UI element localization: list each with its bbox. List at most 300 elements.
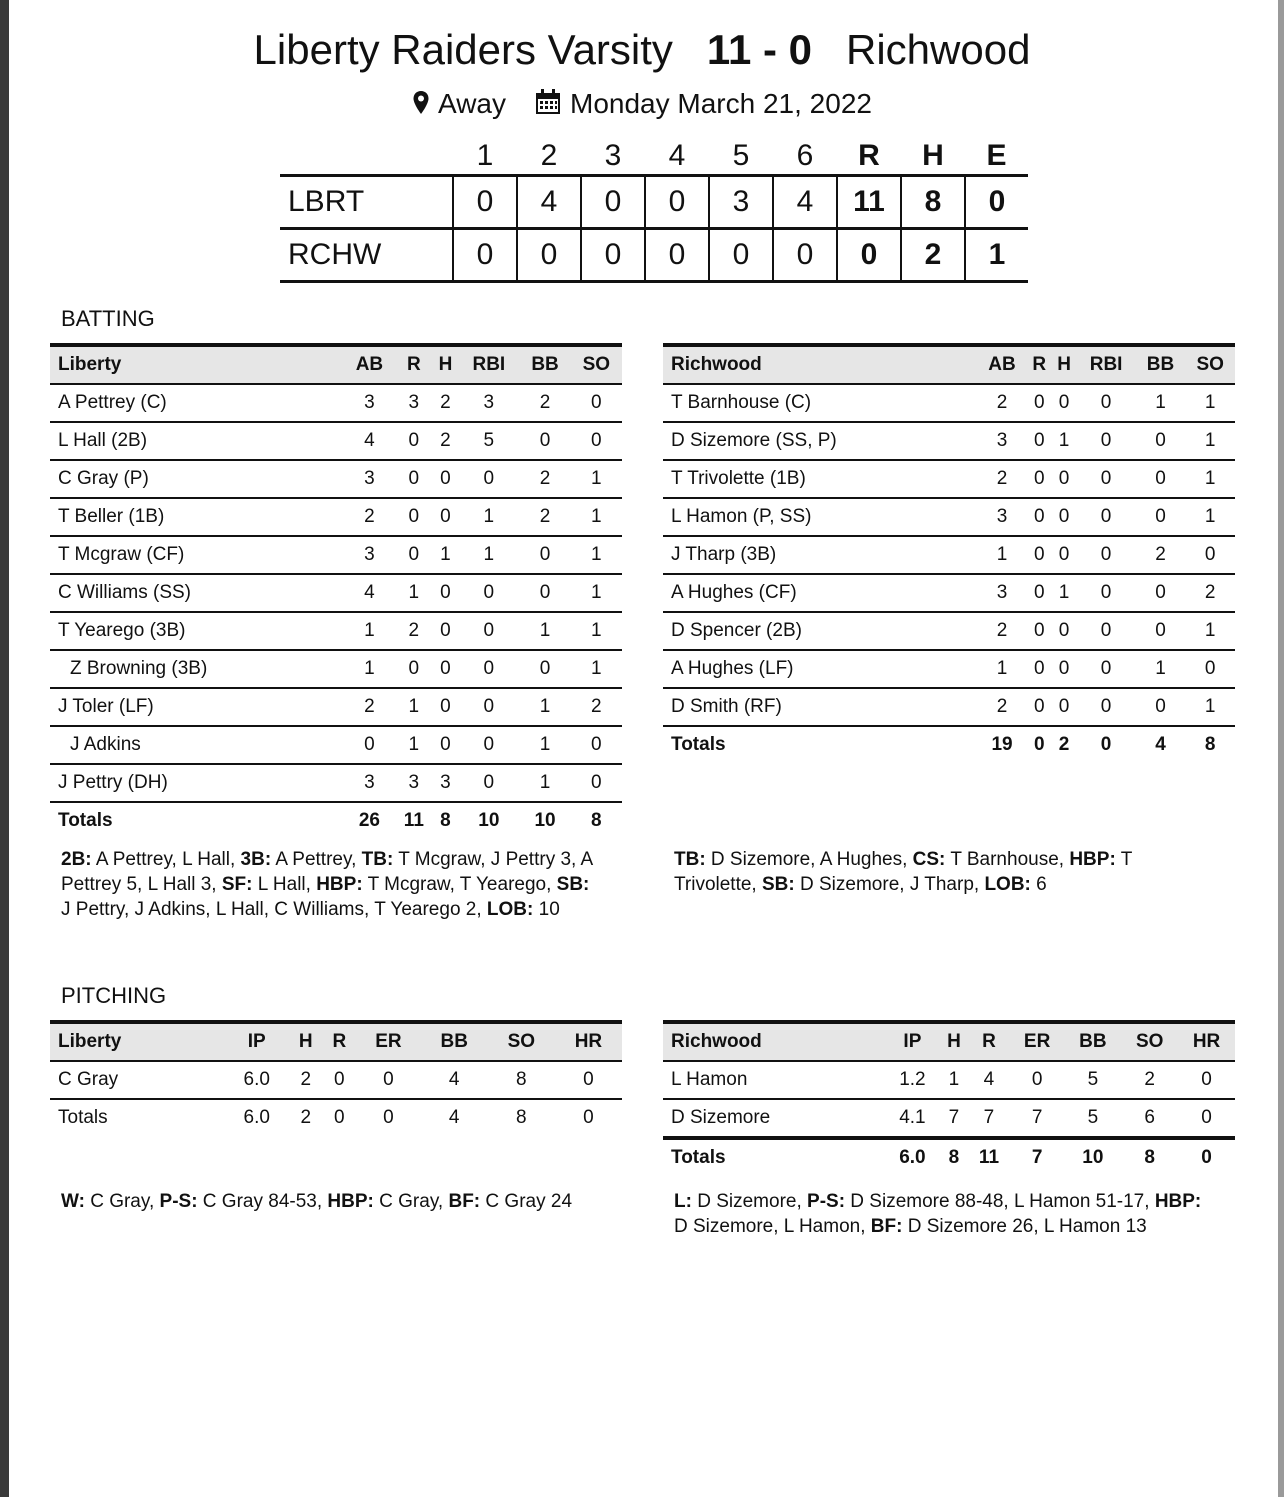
stat-value: 2	[996, 620, 1008, 641]
stat-value: 0	[591, 734, 602, 755]
stat-value: 0	[334, 1069, 345, 1090]
runs-header: R	[858, 139, 880, 172]
table-row	[50, 688, 622, 726]
pitching-section-label: PITCHING	[61, 983, 167, 1008]
stat-value: 0	[1033, 696, 1045, 717]
table-row	[663, 498, 1235, 536]
player-name: A Pettrey (C)	[58, 392, 167, 413]
stat-value: 1	[591, 620, 602, 641]
totals-value: 8	[1185, 726, 1235, 763]
stat-value: 7	[1031, 1107, 1043, 1128]
stat-value: 0	[591, 430, 602, 451]
table-row	[50, 650, 622, 688]
game-title	[0, 26, 1284, 74]
stat-value: 8	[516, 1069, 527, 1090]
stat-value: 0	[1155, 430, 1166, 451]
table-row	[663, 422, 1235, 460]
stat-value: 0	[1033, 658, 1045, 679]
stat-value: 1	[483, 544, 495, 565]
inning-score: 0	[453, 176, 517, 229]
stat-value: 1	[996, 544, 1008, 565]
note-key: CS:	[912, 849, 946, 870]
stat-value: 1	[539, 696, 551, 717]
stat-column-header: SO	[1135, 1031, 1164, 1052]
totals-row	[663, 726, 1235, 763]
stat-value: 2	[440, 430, 451, 451]
stat-value: 1	[1204, 696, 1216, 717]
stat-value: 0	[408, 468, 420, 489]
stat-value: 0	[408, 430, 420, 451]
player-name: C Gray	[58, 1069, 119, 1090]
player-name: T Beller (1B)	[58, 506, 165, 527]
stat-value: 3	[408, 392, 420, 413]
table-row	[50, 384, 622, 422]
stat-value: 1	[948, 1069, 960, 1090]
totals-value: 10	[519, 802, 570, 839]
stat-value: 3	[996, 430, 1008, 451]
stat-value: 5	[1087, 1107, 1099, 1128]
table-row	[50, 612, 622, 650]
stat-column-header: ER	[375, 1031, 402, 1052]
line-score-table	[280, 138, 1028, 283]
table-header-row	[663, 1022, 1235, 1061]
totals-value: 2	[1052, 726, 1077, 763]
stat-value: 0	[1155, 582, 1166, 603]
table-row	[50, 574, 622, 612]
stat-value: 1	[591, 506, 602, 527]
stat-value: 0	[408, 506, 420, 527]
totals-value: 8	[488, 1099, 555, 1136]
stat-value: 0	[1058, 620, 1070, 641]
note-value: D Sizemore 26, L Hamon 13	[902, 1216, 1147, 1237]
player-name: Z Browning (3B)	[70, 658, 208, 679]
stat-value: 0	[440, 620, 451, 641]
player-name: A Hughes (CF)	[671, 582, 797, 603]
stat-value: 0	[483, 582, 495, 603]
player-name: J Toler (LF)	[58, 696, 154, 717]
player-name: J Tharp (3B)	[671, 544, 777, 565]
stat-value: 0	[1033, 430, 1045, 451]
stat-column-header: RBI	[1089, 354, 1123, 375]
note-value: T Mcgraw, T Yearego,	[362, 874, 557, 895]
totals-value: 8	[433, 802, 459, 839]
table-row	[663, 650, 1235, 688]
errors-header: E	[986, 139, 1007, 172]
totals-value: 26	[344, 802, 395, 839]
stat-value: 0	[408, 658, 420, 679]
table-row	[663, 460, 1235, 498]
stat-value: 5	[483, 430, 495, 451]
note-value: C Gray,	[84, 1191, 160, 1212]
note-value: J Pettry, J Adkins, L Hall, C Williams, T Yearego 2,	[61, 899, 487, 920]
table-row	[663, 688, 1235, 726]
totals-value: 10	[458, 802, 519, 839]
stat-value: 2	[408, 620, 420, 641]
stat-value: 1	[591, 544, 602, 565]
table-header-row	[663, 345, 1235, 384]
stat-value: 0	[539, 544, 551, 565]
stat-value: 1	[1204, 468, 1216, 489]
stat-value: 2	[996, 468, 1008, 489]
note-key: LOB:	[486, 899, 534, 920]
total-r: 0	[837, 229, 901, 282]
stat-value: 0	[440, 582, 451, 603]
stat-value: 1	[539, 772, 551, 793]
stat-column-header: BB	[1079, 1031, 1107, 1052]
stat-value: 6.0	[243, 1069, 270, 1090]
table-row	[663, 384, 1235, 422]
stat-value: 1	[1058, 582, 1070, 603]
stat-value: 0	[1058, 544, 1070, 565]
stat-value: 4	[364, 430, 375, 451]
inning-score: 0	[581, 176, 645, 229]
stat-value: 1	[364, 620, 375, 641]
stat-value: 2	[996, 696, 1008, 717]
stat-value: 0	[591, 772, 602, 793]
stat-value: 1	[1155, 392, 1166, 413]
liberty-batting-table	[50, 343, 622, 839]
stat-value: 3	[364, 772, 375, 793]
inning-score: 0	[645, 176, 709, 229]
line-score-header	[280, 138, 1028, 176]
line-score-row	[280, 229, 1028, 282]
game-info	[0, 88, 1284, 123]
final-score: 11 - 0	[706, 26, 813, 73]
stat-column-header: IP	[247, 1031, 266, 1052]
note-value: L Hall,	[252, 874, 317, 895]
note-key: TB:	[361, 849, 394, 870]
inning-score: 3	[709, 176, 773, 229]
calendar-icon	[534, 88, 562, 123]
note-key: L:	[674, 1191, 692, 1212]
table-row	[663, 536, 1235, 574]
stat-value: 2	[996, 392, 1008, 413]
inning-score: 4	[773, 176, 837, 229]
stat-column-header: R	[332, 1031, 347, 1052]
table-row	[50, 498, 622, 536]
stat-value: 0	[440, 658, 451, 679]
stat-value: 0	[1155, 468, 1166, 489]
stat-column-header: BB	[1146, 354, 1175, 375]
table-row	[663, 574, 1235, 612]
note-key: LOB:	[984, 874, 1031, 895]
stat-column-header: AB	[355, 354, 384, 375]
stat-value: 0	[483, 468, 495, 489]
stat-value: 0	[364, 734, 375, 755]
totals-row	[50, 802, 622, 839]
total-r: 11	[837, 176, 901, 229]
stat-value: 0	[1100, 392, 1112, 413]
table-row	[50, 726, 622, 764]
stat-value: 0	[1204, 544, 1216, 565]
team-abbreviation: LBRT	[288, 185, 365, 218]
note-key: BF:	[870, 1216, 903, 1237]
note-value: D Sizemore,	[691, 1191, 808, 1212]
stat-value: 6	[1144, 1107, 1155, 1128]
stat-column-header: AB	[988, 354, 1016, 375]
stat-value: 0	[1058, 468, 1070, 489]
totals-label: Totals	[663, 726, 977, 763]
stat-value: 1	[440, 544, 451, 565]
stat-value: 0	[1031, 1069, 1043, 1090]
stat-value: 1	[996, 658, 1008, 679]
stat-value: 3	[996, 506, 1008, 527]
table-row	[50, 422, 622, 460]
stat-value: 0	[1100, 620, 1112, 641]
richwood-pitching-table	[663, 1020, 1235, 1176]
stat-value: 0	[1100, 696, 1112, 717]
inning-header: 5	[732, 139, 750, 172]
note-key: SB:	[762, 874, 795, 895]
total-e: 1	[965, 229, 1028, 282]
note-value: D Sizemore, L Hamon,	[674, 1216, 871, 1237]
player-name: D Spencer (2B)	[671, 620, 802, 641]
stat-value: 0	[1100, 658, 1112, 679]
totals-value: 4	[1136, 726, 1186, 763]
player-name: T Mcgraw (CF)	[58, 544, 185, 565]
note-key: P-S:	[807, 1191, 846, 1212]
window-edge-right	[1278, 0, 1284, 1497]
inning-header: 2	[540, 139, 558, 172]
note-key: BF:	[448, 1191, 481, 1212]
stat-value: 0	[1058, 696, 1070, 717]
stat-value: 4.1	[899, 1107, 926, 1128]
stat-value: 1	[1204, 430, 1216, 451]
stat-value: 0	[1033, 582, 1045, 603]
player-name: J Adkins	[70, 734, 141, 755]
note-key: HBP:	[1154, 1191, 1202, 1212]
note-value: T Mcgraw, J Pettry 3, A Pettrey 5, L Hall 3,	[61, 849, 593, 895]
richwood-batting-notes	[674, 847, 1214, 897]
stat-value: 0	[1058, 392, 1070, 413]
note-key: 3B:	[240, 849, 272, 870]
note-value: 6	[1030, 874, 1047, 895]
totals-value: 0	[1027, 726, 1052, 763]
inning-header: 6	[796, 139, 814, 172]
game-location: Away	[438, 88, 506, 119]
stat-value: 2	[539, 506, 551, 527]
stat-value: 1	[408, 696, 420, 717]
liberty-pitching-notes	[61, 1189, 601, 1214]
note-value: D Sizemore 88-48, L Hamon 51-17,	[845, 1191, 1155, 1212]
away-team-name: Richwood	[846, 26, 1031, 73]
stat-value: 0	[1033, 392, 1045, 413]
stat-value: 3	[364, 468, 375, 489]
richwood-pitching-notes	[674, 1189, 1214, 1239]
totals-value: 6.0	[899, 1147, 926, 1168]
table-row	[663, 1099, 1235, 1138]
stat-value: 3	[364, 392, 375, 413]
inning-score: 4	[517, 176, 581, 229]
team-column-header: Liberty	[58, 1031, 122, 1052]
stat-value: 1	[483, 506, 495, 527]
stat-value: 1	[1204, 392, 1216, 413]
player-name: C Gray (P)	[58, 468, 149, 489]
liberty-pitching-table	[50, 1020, 622, 1136]
note-key: HBP:	[1069, 849, 1116, 870]
stat-value: 0	[1155, 620, 1166, 641]
totals-value: 11	[395, 802, 433, 839]
stat-value: 1	[408, 734, 420, 755]
stat-column-header: IP	[903, 1031, 922, 1052]
stat-value: 1	[591, 582, 602, 603]
inning-header: 3	[604, 139, 622, 172]
stat-value: 0	[583, 1069, 594, 1090]
totals-value: 0	[356, 1099, 421, 1136]
stat-column-header: HR	[1192, 1031, 1221, 1052]
stat-value: 3	[364, 544, 375, 565]
stat-value: 1	[591, 468, 602, 489]
totals-value: 0	[555, 1099, 622, 1136]
window-edge-left	[0, 0, 9, 1497]
stat-value: 0	[1033, 506, 1045, 527]
inning-header: 4	[668, 139, 686, 172]
stat-column-header: SO	[507, 1031, 536, 1052]
stat-value: 4	[448, 1069, 460, 1090]
inning-score: 0	[773, 229, 837, 282]
totals-value: 11	[978, 1147, 1000, 1168]
note-value: C Gray 84-53,	[197, 1191, 328, 1212]
player-name: L Hamon (P, SS)	[671, 506, 812, 527]
player-name: D Smith (RF)	[671, 696, 782, 717]
note-key: W:	[61, 1191, 85, 1212]
inning-score: 0	[709, 229, 773, 282]
stat-value: 0	[440, 506, 451, 527]
totals-value: 6.0	[224, 1099, 289, 1136]
stat-value: 0	[1100, 582, 1112, 603]
table-header-row	[50, 1022, 622, 1061]
location-pin-icon	[412, 90, 430, 123]
stat-value: 0	[408, 544, 420, 565]
stat-value: 0	[1033, 468, 1045, 489]
team-column-header: Liberty	[58, 354, 122, 375]
note-key: HBP:	[316, 874, 363, 895]
stat-value: 0	[591, 392, 602, 413]
stat-value: 0	[1201, 1107, 1212, 1128]
stat-value: 0	[539, 658, 551, 679]
stat-value: 1	[591, 658, 602, 679]
stat-column-header: R	[1032, 354, 1047, 375]
stat-column-header: SO	[1196, 354, 1224, 375]
total-h: 8	[901, 176, 965, 229]
table-row	[663, 1061, 1235, 1099]
stat-value: 0	[383, 1069, 394, 1090]
stat-value: 2	[364, 506, 375, 527]
stat-value: 2	[1204, 582, 1216, 603]
inning-score: 0	[517, 229, 581, 282]
totals-label: Totals	[50, 1099, 224, 1136]
stat-value: 1	[539, 734, 551, 755]
stat-value: 0	[1100, 544, 1112, 565]
stat-value: 1	[364, 658, 375, 679]
totals-value: 2	[289, 1099, 323, 1136]
stat-value: 0	[1204, 658, 1216, 679]
note-key: SB:	[556, 874, 590, 895]
stat-column-header: H	[298, 1031, 313, 1052]
table-header-row	[50, 345, 622, 384]
stat-value: 2	[1144, 1069, 1155, 1090]
hits-header: H	[922, 139, 944, 172]
totals-value: 8	[571, 802, 622, 839]
totals-row	[663, 1138, 1235, 1176]
player-name: T Trivolette (1B)	[671, 468, 806, 489]
stat-column-header: H	[947, 1031, 961, 1052]
stat-value: 0	[1033, 544, 1045, 565]
stat-value: 3	[440, 772, 451, 793]
totals-value: 0	[1077, 726, 1136, 763]
table-row	[50, 536, 622, 574]
home-team-name: Liberty Raiders Varsity	[253, 26, 673, 73]
stat-column-header: BB	[531, 354, 559, 375]
totals-value: 4	[421, 1099, 488, 1136]
stat-value: 1	[1204, 506, 1216, 527]
note-key: HBP:	[327, 1191, 374, 1212]
player-name: L Hamon	[671, 1069, 748, 1090]
inning-header: 1	[476, 139, 494, 172]
stat-value: 1	[1204, 620, 1216, 641]
stat-value: 0	[440, 696, 451, 717]
player-name: J Pettry (DH)	[58, 772, 168, 793]
richwood-batting-table	[663, 343, 1235, 763]
totals-value: 8	[1144, 1147, 1155, 1168]
player-name: D Sizemore	[671, 1107, 771, 1128]
stat-column-header: HR	[574, 1031, 603, 1052]
stat-value: 0	[1100, 506, 1112, 527]
stat-value: 0	[539, 582, 551, 603]
note-value: T Barnhouse,	[945, 849, 1070, 870]
stat-value: 2	[1155, 544, 1166, 565]
game-date: Monday March 21, 2022	[570, 88, 872, 119]
stat-value: 1	[1058, 430, 1070, 451]
note-value: T Trivolette,	[674, 849, 1132, 895]
note-value: D Sizemore, J Tharp,	[794, 874, 985, 895]
note-key: 2B:	[61, 849, 92, 870]
totals-row	[50, 1099, 622, 1136]
stat-column-header: ER	[1023, 1031, 1051, 1052]
note-value: 10	[533, 899, 560, 920]
table-row	[50, 764, 622, 802]
totals-value: 0	[323, 1099, 357, 1136]
stat-value: 0	[1201, 1069, 1212, 1090]
player-name: L Hall (2B)	[58, 430, 148, 451]
team-column-header: Richwood	[671, 1031, 762, 1052]
stat-value: 1	[539, 620, 551, 641]
stat-value: 0	[483, 696, 495, 717]
stat-column-header: RBI	[472, 354, 506, 375]
table-row	[50, 1061, 622, 1099]
stat-value: 3	[483, 392, 495, 413]
stat-value: 0	[483, 734, 495, 755]
inning-score: 0	[645, 229, 709, 282]
totals-value: 7	[1031, 1147, 1043, 1168]
totals-label: Totals	[671, 1147, 726, 1168]
stat-value: 5	[1087, 1069, 1099, 1090]
stat-value: 2	[440, 392, 451, 413]
table-row	[50, 460, 622, 498]
note-value: C Gray,	[373, 1191, 449, 1212]
player-name: T Barnhouse (C)	[671, 392, 812, 413]
inning-score: 0	[581, 229, 645, 282]
stat-value: 2	[364, 696, 375, 717]
inning-score: 0	[453, 229, 517, 282]
stat-value: 2	[539, 468, 551, 489]
stat-value: 7	[983, 1107, 995, 1128]
stat-value: 0	[1155, 506, 1166, 527]
totals-value: 10	[1082, 1147, 1104, 1168]
stat-value: 0	[1155, 696, 1166, 717]
stat-value: 0	[440, 734, 451, 755]
line-score-row	[280, 176, 1028, 229]
